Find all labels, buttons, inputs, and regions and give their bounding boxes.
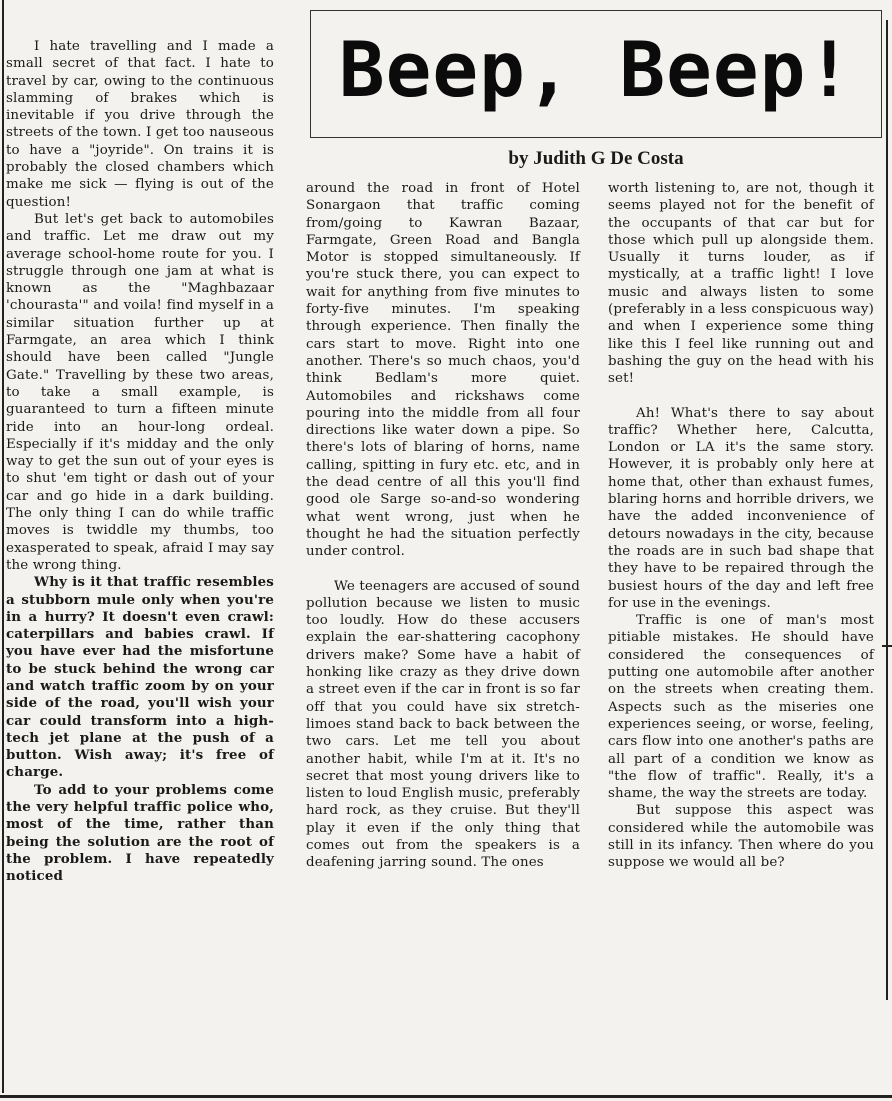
paragraph: To add to your problems come the very helpful traffic police who, most of the time, rather than being the solution are the root of the problem. I have repeatedly noticed xyxy=(6,781,274,885)
article-column-1 xyxy=(6,38,274,886)
page-frame-bottom xyxy=(0,1095,892,1098)
article-byline: by Judith G De Costa xyxy=(508,148,684,169)
paragraph: But suppose this aspect was considered while the automobile was still in its infancy. Then where do you suppose we would all be? xyxy=(608,803,874,871)
paragraph: We teenagers are accused of sound pollution because we listen to music too loudly. How do these accusers explain the ear-shattering cacophony drivers make? Some have a habit of honking like crazy as they drive down a street even if the car in front is so far off that you could have six stretch-limoes stand back to back between the two cars. Let me tell you about another habit, while I'm at it. It's no secret that most young drivers like to listen to loud English music, preferably hard rock, as they cruise. But they'll play it even if the only thing that comes out from the speakers is a deafening jarring sound. The ones xyxy=(306,578,580,871)
paragraph: worth listening to, are not, though it seems played not for the benefit of the occupants of that car but for those which pull up alongside them. Usually it turns louder, as if mystically, at a traffic light! I love music and always listen to some (preferably in a less conspicuous way) and when I experience some thing like this I feel like running out and bashing the guy on the head with his set! xyxy=(608,181,874,387)
paragraph: Why is it that traffic resembles a stubborn mule only when you're in a hurry? It doesn't even crawl: caterpillars and babies crawl. If you have ever had the misfortune to be stuck behind the wrong car and watch traffic zoom by on your side of the road, you'll wish your car could transform into a high-tech jet plane at the push of a button. Wish away; it's free of charge. xyxy=(6,574,274,781)
paragraph: Traffic is one of man's most pitiable mistakes. He should have considered the consequences of putting one automobile after another on the streets when creating them. Aspects such as the miseries one experiences seeing, or worse, feeling, cars flow into one another's paths are all part of a condition we know as "the flow of traffic". Really, it's a shame, the way the streets are today. xyxy=(608,613,874,802)
page-frame-tick xyxy=(882,645,892,647)
paragraph: around the road in front of Hotel Sonargaon that traffic coming from/going to Kawran Bazaar, Farmgate, Green Road and Bangla Motor is stopped simultaneously. If you're stuck there, you can expect to wait for anything from five minutes to forty-five minutes. I'm speaking through experience. Then finally the cars start to move. Right into one another. There's so much chaos, you'd think Bedlam's more quiet. Automobiles and rickshaws come pouring into the middle from all four directions like water down a pipe. So there's lots of blaring of horns, name calling, spitting in fury etc. etc, and in the dead centre of all this you'll find good ole Sarge so-and-so wondering what went wrong, just when he thought he had the situation perfectly under control. xyxy=(306,181,580,560)
page-frame-right xyxy=(886,20,888,1000)
paragraph: I hate travelling and I made a small secret of that fact. I hate to travel by car, owing to the continuous slamming of brakes which is inevitable if you drive through the streets of the town. I get too nauseous to have a "joyride". On trains it is probably the closed chambers which make me sick — flying is out of the question! xyxy=(6,39,274,210)
article-column-3 xyxy=(608,180,874,872)
paragraph: Ah! What's there to say about traffic? Whether here, Calcutta, London or LA it's the same story. However, it is probably only here at home that, other than exhaust fumes, blaring horns and horrible drivers, we have the added inconvenience of detours nowadays in the city, because the roads are in such bad shape that they have to be repaired through the busiest hours of the day and left free for use in the evenings. xyxy=(608,405,874,611)
article-title: Beep, Beep! xyxy=(338,25,854,114)
headline-box xyxy=(310,10,882,138)
paragraph: But let's get back to automobiles and traffic. Let me draw out my average school-home route for you. I struggle through one jam at what is known as the "Maghbazaar 'chourasta'" and voila! find myself in a similar situation further up at Farmgate, an area which I think should have been called "Jungle Gate." Travelling by these two areas, to take a small example, is guaranteed to turn a fifteen minute ride into an hour-long ordeal. Especially if it's midday and the only way to get the sun out of your eyes is to shut 'em tight or dash out of your car and go hide in a dark building. The only thing I can do while traffic moves is twiddle my thumbs, too exasperated to speak, afraid I may say the wrong thing. xyxy=(6,211,274,573)
article-column-2 xyxy=(306,180,580,872)
page-frame-left xyxy=(2,0,4,1093)
